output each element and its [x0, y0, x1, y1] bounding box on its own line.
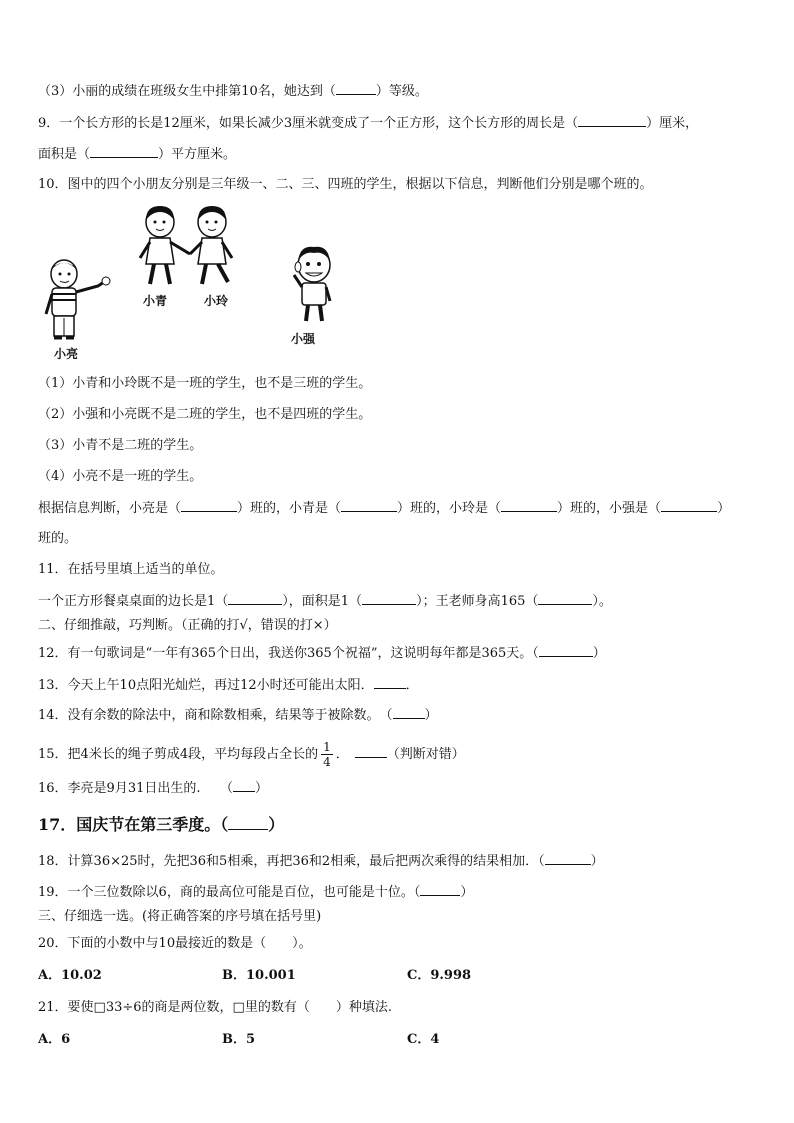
question-20-stem: 20．下面的小数中与10最接近的数是（ ）。: [38, 936, 312, 951]
clue-3: （3）小青不是二班的学生。: [38, 438, 203, 453]
answer-blank[interactable]: [538, 592, 592, 605]
answer-blank[interactable]: [228, 815, 268, 830]
answer-blank[interactable]: [539, 644, 593, 657]
clue-4: （4）小亮不是一班的学生。: [38, 469, 203, 484]
q21-option-b[interactable]: B．5: [222, 1032, 256, 1047]
q8-part3: （3）小丽的成绩在班级女生中排第10名，她达到（ ）等级。: [38, 84, 428, 99]
question-17: 17．国庆节在第三季度。（ ）: [38, 815, 285, 834]
q20-option-a[interactable]: A．10.02: [38, 968, 102, 983]
name-label-xiaoling: 小玲: [204, 294, 229, 308]
answer-blank[interactable]: [374, 676, 406, 689]
name-label-xiaoqiang: 小强: [291, 332, 316, 346]
child-xiaoliang-illustration: [40, 258, 120, 348]
q20-option-b[interactable]: B．10.001: [222, 968, 296, 983]
section-3-heading: 三、仔细选一选。(将正确答案的序号填在括号里): [38, 909, 322, 924]
answer-blank[interactable]: [181, 499, 237, 512]
answer-blank[interactable]: [420, 883, 460, 896]
question-9-line2: 面积是（ ）平方厘米。: [38, 147, 237, 162]
question-14: 14．没有余数的除法中，商和除数相乘，结果等于被除数。 （ ）: [38, 708, 438, 723]
answer-blank[interactable]: [362, 592, 416, 605]
name-label-xiaoqing: 小青: [143, 294, 168, 308]
question-10-answer: 根据信息判断，小亮是（ ）班的，小青是（ ）班的，小玲是（ ）班的，小强是（ ）: [38, 501, 731, 516]
answer-blank[interactable]: [341, 499, 397, 512]
section-2-heading: 二、仔细推敲，巧判断。（正确的打√，错误的打×）: [38, 618, 337, 633]
clue-2: （2）小强和小亮既不是二班的学生，也不是四班的学生。: [38, 407, 372, 422]
question-13: 13．今天上午10点阳光灿烂，再过12小时还可能出太阳． ．: [38, 678, 419, 693]
q21-option-c[interactable]: C．4: [407, 1032, 440, 1047]
children-xiaoqing-xiaoling-illustration: [132, 204, 242, 292]
answer-blank[interactable]: [661, 499, 717, 512]
q20-option-c[interactable]: C．9.998: [407, 968, 472, 983]
answer-blank[interactable]: [233, 779, 255, 792]
question-10-stem: 10．图中的四个小朋友分别是三年级一、二、三、四班的学生，根据以下信息，判断他们分别是哪个班的。: [38, 177, 653, 192]
question-16: 16．李亮是9月31日出生的. （ ）: [38, 781, 269, 796]
fraction-one-quarter: $\frac{1}{4}$: [323, 740, 331, 769]
question-9-line1: 9．一个长方形的长是12厘米，如果长减少3厘米就变成了一个正方形，这个长方形的周长是（ ）厘米，: [38, 116, 699, 131]
question-10-answer-tail: 班的。: [38, 531, 78, 546]
question-19: 19．一个三位数除以6，商的最高位可能是百位，也可能是十位。（ ）: [38, 885, 474, 900]
answer-blank[interactable]: [501, 499, 557, 512]
answer-blank[interactable]: [545, 852, 591, 865]
question-15: 15．把4米长的绳子剪成4段，平均每段占全长的 $\frac{1}{4}$ ． （判断对错）: [38, 740, 465, 769]
answer-blank[interactable]: [578, 114, 646, 127]
answer-blank[interactable]: [228, 592, 282, 605]
clue-1: （1）小青和小玲既不是一班的学生，也不是三班的学生。: [38, 376, 372, 391]
answer-blank[interactable]: [355, 745, 387, 758]
answer-blank[interactable]: [393, 706, 425, 719]
answer-blank[interactable]: [336, 82, 376, 95]
name-label-xiaoliang: 小亮: [54, 347, 79, 361]
question-12: 12．有一句歌词是“一年有365个日出，我送你365个祝福”，这说明每年都是365天。（ ）: [38, 646, 606, 661]
question-11-body: 一个正方形餐桌桌面的边长是1（ ），面积是1（ ）；王老师身高165（ ）。: [38, 594, 612, 609]
question-11-stem: 11．在括号里填上适当的单位。: [38, 562, 224, 577]
question-18: 18．计算36×25时，先把36和5相乘，再把36和2相乘，最后把两次乘得的结果相加．（ ）: [38, 854, 604, 869]
answer-blank[interactable]: [90, 145, 158, 158]
child-xiaoqiang-illustration: [284, 245, 344, 325]
question-21-stem: 21．要使□33÷6的商是两位数，□里的数有（ ）种填法.: [38, 1000, 392, 1015]
q21-option-a[interactable]: A．6: [38, 1032, 71, 1047]
